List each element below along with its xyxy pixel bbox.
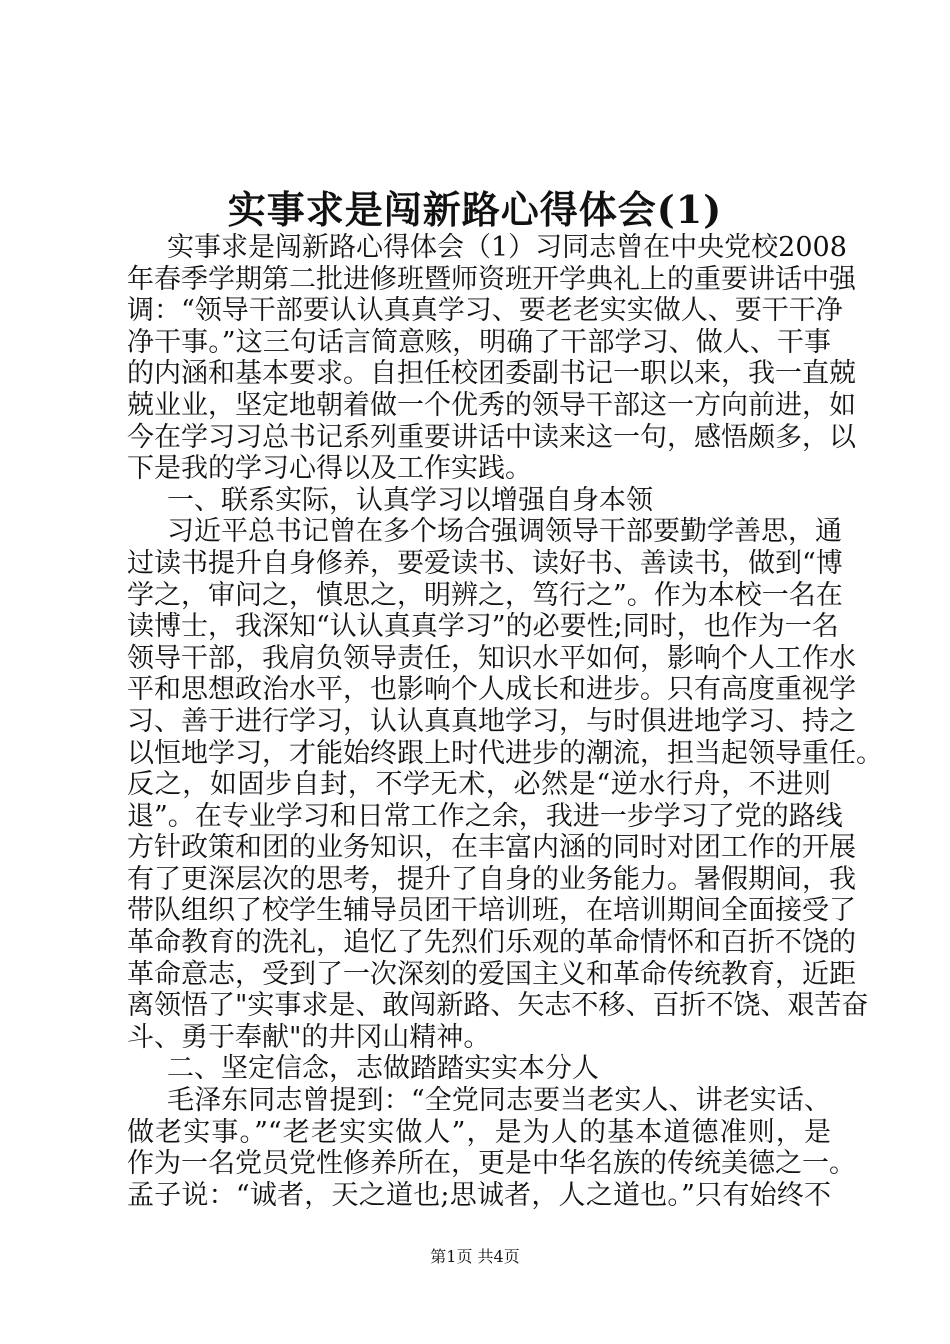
document-body xyxy=(127,232,883,1211)
text-line: 习近平总书记曾在多个场合强调领导干部要勤学善思，通 xyxy=(167,516,842,548)
document-title: 实事求是闯新路心得体会(1) xyxy=(227,187,723,232)
text-line: 二、坚定信念，志做踏踏实实本分人 xyxy=(167,1053,599,1085)
paragraph xyxy=(127,1085,856,1211)
text-line: 调：“领导干部要认认真真学习、要老老实实做人、要干干净 xyxy=(127,295,843,327)
text-line: 带队组织了校学生辅导员团干培训班，在培训期间全面接受了 xyxy=(127,895,856,927)
section-heading xyxy=(127,485,831,517)
text-line: 的内涵和基本要求。自担任校团委副书记一职以来，我一直兢 xyxy=(127,358,856,390)
text-line: 一、联系实际，认真学习以增强自身本领 xyxy=(167,484,653,516)
paragraph xyxy=(127,232,856,485)
text-line: 孟子说：“诚者，天之道也;思诚者，人之道也。”只有始终不 xyxy=(127,1179,831,1211)
text-line: 有了更深层次的思考，提升了自身的业务能力。暑假期间，我 xyxy=(127,863,856,895)
text-line: 下是我的学习心得以及工作实践。 xyxy=(127,453,532,485)
text-line: 退”。在专业学习和日常工作之余，我进一步学习了党的路线 xyxy=(127,800,843,832)
text-line: 学之，审问之，慎思之，明辨之，笃行之”。作为本校一名在 xyxy=(127,579,843,611)
text-line: 方针政策和团的业务知识，在丰富内涵的同时对团工作的开展 xyxy=(127,832,856,864)
text-line: 领导干部，我肩负领导责任，知识水平如何，影响个人工作水 xyxy=(127,642,856,674)
text-line: 革命意志，受到了一次深刻的爱国主义和革命传统教育，近距 xyxy=(127,958,856,990)
text-line: 毛泽东同志曾提到：“全党同志要当老实人、讲老实话、 xyxy=(167,1085,831,1117)
text-line: 年春季学期第二批进修班暨师资班开学典礼上的重要讲话中强 xyxy=(127,263,856,295)
text-line: 过读书提升自身修养，要爱读书、读好书、善读书，做到“博 xyxy=(127,547,843,579)
text-line: 以恒地学习，才能始终跟上时代进步的潮流，担当起领导重任。 xyxy=(127,737,883,769)
section-heading xyxy=(127,1053,831,1085)
text-line: 实事求是闯新路心得体会（1）习同志曾在中央党校2008 xyxy=(167,232,847,263)
text-line: 革命教育的洗礼，追忆了先烈们乐观的革命情怀和百折不饶的 xyxy=(127,927,856,959)
page-footer: 第1页 共4页 xyxy=(430,1247,520,1266)
text-line: 做老实事。”“老老实实做人”，是为人的基本道德准则，是 xyxy=(127,1116,831,1148)
text-line: 作为一名党员党性修养所在，更是中华名族的传统美德之一。 xyxy=(127,1148,856,1180)
text-line: 斗、勇于奉献"的井冈山精神。 xyxy=(127,1021,491,1053)
text-line: 净干事。”这三句话言简意赅，明确了干部学习、做人、干事 xyxy=(127,326,831,358)
text-line: 习、善于进行学习，认认真真地学习，与时俱进地学习、持之 xyxy=(127,705,856,737)
paragraph xyxy=(127,516,883,1053)
text-line: 读博士，我深知“认认真真学习”的必要性;同时，也作为一名 xyxy=(127,611,839,643)
text-line: 今在学习习总书记系列重要讲话中读来这一句，感悟颇多，以 xyxy=(127,421,856,453)
text-line: 离领悟了"实事求是、敢闯新路、矢志不移、百折不饶、艰苦奋 xyxy=(127,990,869,1022)
text-line: 兢业业，坚定地朝着做一个优秀的领导干部这一方向前进，如 xyxy=(127,389,856,421)
text-line: 反之，如固步自封，不学无术，必然是“逆水行舟，不进则 xyxy=(127,769,831,801)
text-line: 平和思想政治水平，也影响个人成长和进步。只有高度重视学 xyxy=(127,674,856,706)
